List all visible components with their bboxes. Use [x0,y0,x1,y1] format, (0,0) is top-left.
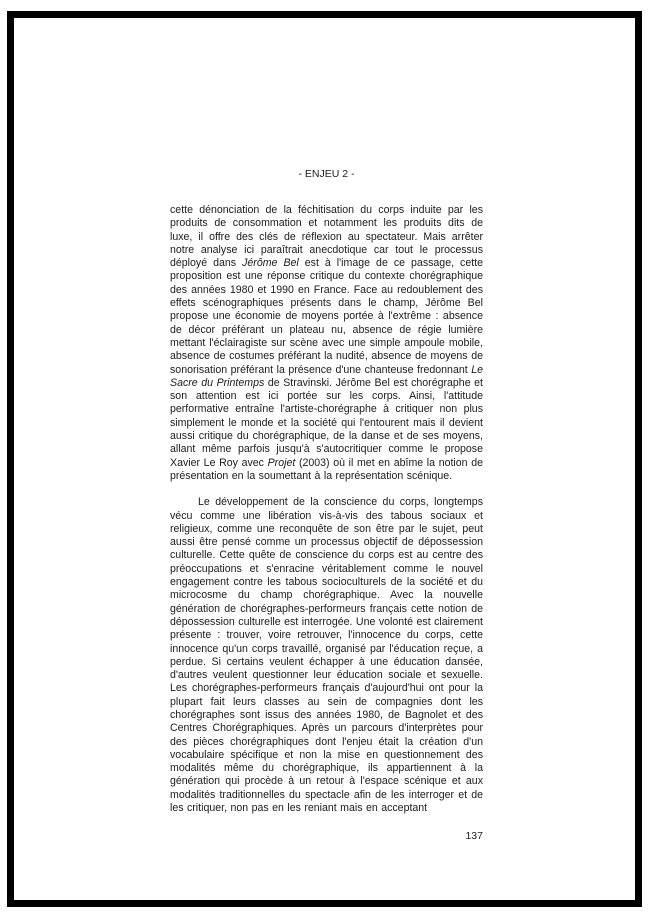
text-run: Le développement de la conscience du corps, longtemps vécu comme une libération vis-à-vis des tabous sociaux et religieux, comme une reconquête de son être par le sujet, peut aussi être pensé comme un processus objectif de dépossession culturelle. Cette quête de conscience du corps est au centre des préoccupations et s'enracine véritablement comme le nouvel engagement contre les tabous socioculturels de la société et du microcosme du champ chorégraphique. Avec la nouvelle génération de chorégraphes-performeurs français cette notion de dépossession culturelle est interrogée. Une volonté est clairement présente : trouver, voire retrouver, l'innocence du corps, cette innocence qu'un corps travaillé, organisé par l'éducation reçue, a perdue. Si certains veulent échapper à une éducation dansée, d'autres veulent questionner leur éducation sociale et sexuelle. Les chorégraphes-performeurs français d'aujourd'hui ont pour la plupart fait leurs classes au sein de compagnies dont les chorégraphes sont issus des années 1980, de Bagnolet et des Centres Chorégraphiques. Après un parcours d'interprètes pour des pièces chorégraphiques dont l'enjeu était la création d'un vocabulaire spécifique et non la mise en questionnement des modalités même du chorégraphique, ils appartiennent à la génération qui procède à un retour à l'espace scénique et aux modalités traditionnelles du spectacle afin de les interroger et de les critiquer, non pas en les reniant mais en acceptant [170,496,483,815]
italic-text-run: Jérôme Bel [242,257,299,270]
text-run: (2003) où il met en abîme la notion de présentation en la soumettant à la représentation scénique. [170,456,483,482]
page-number: 137 [465,830,483,843]
italic-text-run: Projet [267,456,296,469]
text-run: de Stravinski. Jérôme Bel est chorégraphe et son attention est ici portée sur les corps. Ainsi, l'attitude performative entraîne l'artiste-chorégraphe à critiquer non plus simplement le monde et la société qui l'entourent mais il devient aussi critique du chorégraphique, de la danse et de ses moyens, allant même parfois jusqu'à s'autocritiquer comme le propose Xavier Le Roy avec [170,376,483,469]
body-text [170,204,483,815]
paragraph [170,496,483,815]
running-header: - ENJEU 2 - [298,168,355,180]
text-run: cette dénonciation de la féchitisation du corps induite par les produits de consommation et notamment les produits dits de luxe, il offre des clés de réflexion au spectateur. Mais arrêter notre analyse ici paraîtrait anecdotique car tout le processus déployé dans [170,204,483,270]
paragraph [170,204,483,483]
page-content [170,168,483,843]
text-run: est à l'image de ce passage, cette proposition est une réponse critique du contexte chorégraphique des années 1980 et 1990 en France. Face au redoublement des effets scénographiques présents dans le champ, Jérôme Bel propose une économie de moyens portée à l'extrême : absence de décor préférant un plateau nu, absence de régie lumière mettant l'éclairagiste sur scène avec une simple ampoule mobile, absence de costumes préférant la nudité, absence de moyens de sonorisation préférant la présence d'une chanteuse fredonnant [170,257,484,376]
italic-text-run: Le Sacre du Printemps [170,363,483,389]
